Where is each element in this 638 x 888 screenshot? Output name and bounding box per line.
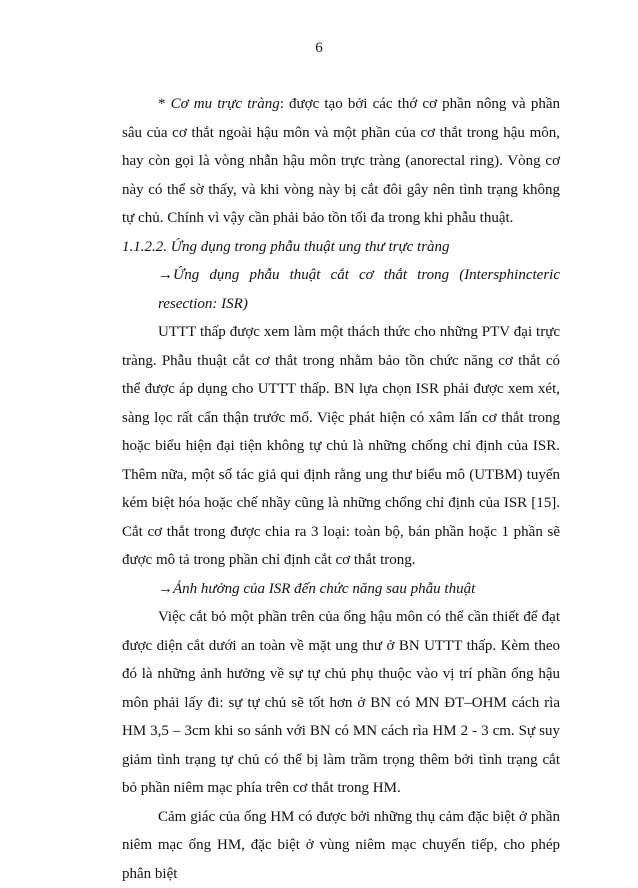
document-body: [122, 90, 560, 888]
paragraph-puborectalis: [122, 90, 560, 233]
paragraph-sensation: Cảm giác của ống HM có được bởi những thụ cảm đặc biệt ở phần niêm mạc ống HM, đặc biệt ở vùng niêm mạc chuyển tiếp, cho phép phân biệt: [122, 803, 560, 888]
bullet-marker: *: [158, 96, 171, 112]
arrow-right-icon: →: [158, 267, 173, 283]
term-puborectalis: Cơ mu trực tràng: [171, 96, 280, 112]
subheading-isr-effects: [122, 575, 560, 604]
subheading-text: Ứng dụng phẫu thuật cắt cơ thắt trong (Intersphincteric resection: ISR): [158, 267, 560, 312]
paragraph-continence: Việc cắt bỏ một phần trên của ống hậu môn có thể cần thiết để đạt được diện cắt dưới an toàn về mặt ung thư ở BN UTTT thấp. Kèm theo đó là những ảnh hưởng về sự tự chủ phụ thuộc vào vị trí phần ống hậu môn phải lấy đi: sự tự chủ sẽ tốt hơn ở BN có MN ĐT–OHM cách rìa HM 3,5 – 3cm khi so sánh với BN có MN cách rìa HM 2 - 3 cm. Sự suy giảm tình trạng tự chủ có thể bị làm trầm trọng thêm bởi tình trạng cắt bỏ phần niêm mạc phía trên cơ thắt trong HM.: [122, 603, 560, 803]
paragraph-isr-overview: UTTT thấp được xem làm một thách thức cho những PTV đại trực tràng. Phẫu thuật cắt cơ thắt trong nhằm bảo tồn chức năng cơ thắt có thể được áp dụng cho UTTT thấp. BN lựa chọn ISR phải được xem xét, sàng lọc rất cẩn thận trước mổ. Việc phát hiện có xâm lấn cơ thắt trong hoặc biểu hiện đại tiện không tự chủ là những chống chỉ định của ISR. Thêm nữa, một số tác giả qui định rằng ung thư biểu mô (UTBM) tuyến kém biệt hóa hoặc chế nhầy cũng là những chống chỉ định của ISR [15]. Cắt cơ thắt trong được chia ra 3 loại: toàn bộ, bán phần hoặc 1 phần sẽ được mô tả trong phần chỉ định cắt cơ thắt trong.: [122, 318, 560, 575]
section-heading: 1.1.2.2. Ứng dụng trong phẫu thuật ung thư trực tràng: [122, 233, 560, 262]
arrow-right-icon: →: [158, 581, 173, 597]
subheading-isr-application: [122, 261, 560, 318]
subheading-text: Ảnh hưởng của ISR đến chức năng sau phẫu thuật: [173, 581, 475, 597]
paragraph-text: : được tạo bởi các thớ cơ phần nông và phần sâu của cơ thắt ngoài hậu môn và một phần của cơ thắt trong hậu môn, hay còn gọi là vòng nhẫn hậu môn trực tràng (anorectal ring). Vòng cơ này có thể sờ thấy, và khi vòng này bị cắt đôi gây nên tình trạng không tự chủ. Chính vì vậy cần phải bảo tồn tối đa trong khi phẫu thuật.: [122, 96, 560, 226]
page-number: 6: [0, 40, 638, 57]
